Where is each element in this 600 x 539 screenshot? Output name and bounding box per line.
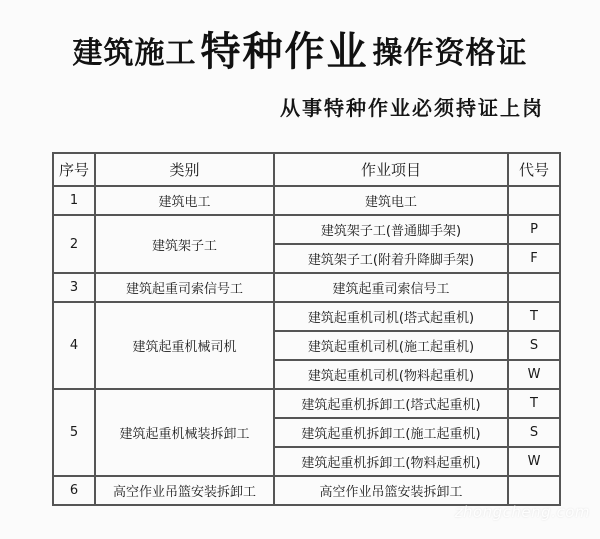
- code-cell: F: [508, 244, 560, 273]
- code-cell: [508, 186, 560, 215]
- seq-cell: 4: [53, 302, 95, 389]
- item-cell: 建筑起重司索信号工: [274, 273, 508, 302]
- code-cell: T: [508, 389, 560, 418]
- code-cell: W: [508, 360, 560, 389]
- subtitle: 从事特种作业必须持证上岗: [280, 96, 544, 120]
- item-cell: 建筑起重机拆卸工(物料起重机): [274, 447, 508, 476]
- title-prefix: 建筑施工: [72, 36, 197, 71]
- title-suffix: 操作资格证: [372, 36, 528, 71]
- table-row: [53, 302, 560, 331]
- item-cell: 建筑起重机司机(施工起重机): [274, 331, 508, 360]
- table-row: [53, 186, 560, 215]
- code-cell: P: [508, 215, 560, 244]
- item-cell: 建筑起重机拆卸工(施工起重机): [274, 418, 508, 447]
- header-item: 作业项目: [274, 153, 508, 186]
- table-row: [53, 476, 560, 505]
- seq-cell: 5: [53, 389, 95, 476]
- table-row: [53, 215, 560, 244]
- item-cell: 建筑起重机拆卸工(塔式起重机): [274, 389, 508, 418]
- code-cell: S: [508, 331, 560, 360]
- certificate-table: [52, 152, 561, 506]
- seq-cell: 6: [53, 476, 95, 505]
- header-seq: 序号: [53, 153, 95, 186]
- code-cell: [508, 476, 560, 505]
- item-cell: 建筑架子工(普通脚手架): [274, 215, 508, 244]
- seq-cell: 2: [53, 215, 95, 273]
- table-body: [53, 186, 560, 505]
- table-header-row: [53, 153, 560, 186]
- header-code: 代号: [508, 153, 560, 186]
- item-cell: 建筑电工: [274, 186, 508, 215]
- category-cell: 建筑架子工: [95, 215, 274, 273]
- title-emphasis: 特种作业: [200, 29, 369, 75]
- category-cell: 建筑电工: [95, 186, 274, 215]
- item-cell: 高空作业吊篮安装拆卸工: [274, 476, 508, 505]
- category-cell: 高空作业吊篮安装拆卸工: [95, 476, 274, 505]
- code-cell: S: [508, 418, 560, 447]
- seq-cell: 1: [53, 186, 95, 215]
- item-cell: 建筑起重机司机(物料起重机): [274, 360, 508, 389]
- code-cell: W: [508, 447, 560, 476]
- watermark: zhongcheng.com: [454, 503, 590, 521]
- header-category: 类别: [95, 153, 274, 186]
- code-cell: T: [508, 302, 560, 331]
- category-cell: 建筑起重司索信号工: [95, 273, 274, 302]
- item-cell: 建筑起重机司机(塔式起重机): [274, 302, 508, 331]
- item-cell: 建筑架子工(附着升降脚手架): [274, 244, 508, 273]
- table-row: [53, 389, 560, 418]
- table-row: [53, 273, 560, 302]
- seq-cell: 3: [53, 273, 95, 302]
- code-cell: [508, 273, 560, 302]
- category-cell: 建筑起重机械装拆卸工: [95, 389, 274, 476]
- page-title: [0, 30, 600, 74]
- category-cell: 建筑起重机械司机: [95, 302, 274, 389]
